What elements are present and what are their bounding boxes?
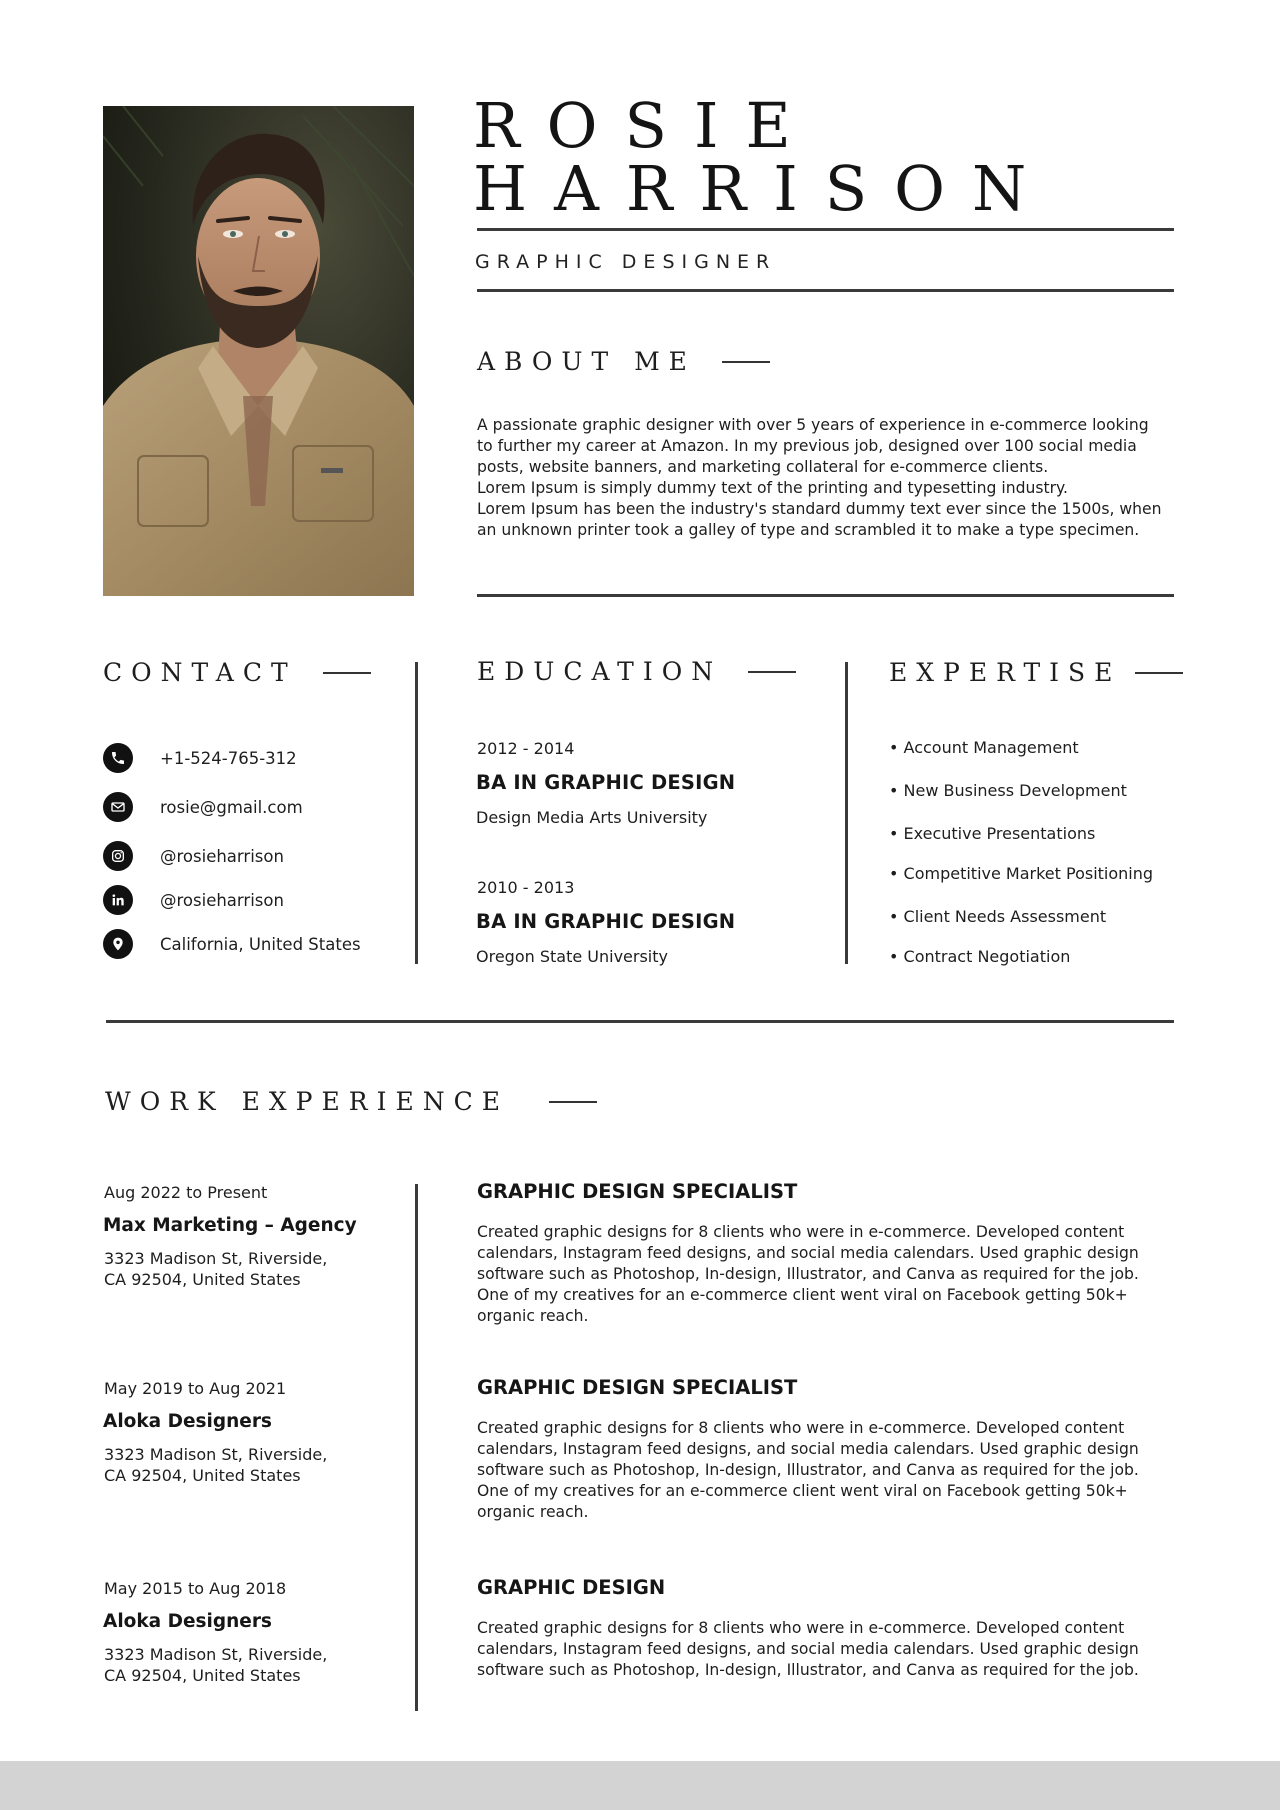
education-years: 2010 - 2013 xyxy=(477,878,575,897)
contact-linkedin-text: @rosieharrison xyxy=(160,890,284,910)
description-line: One of my creatives for an e-commerce client went viral on Facebook getting 50k+ xyxy=(477,1482,1128,1500)
title-dash xyxy=(1135,672,1183,674)
job-company: Aloka Designers xyxy=(103,1411,272,1432)
divider xyxy=(477,594,1174,597)
contact-title xyxy=(103,658,371,687)
expertise-item: • Client Needs Assessment xyxy=(889,907,1107,926)
contact-linkedin[interactable] xyxy=(103,885,284,915)
description-line: calendars, Instagram feed designs, and social media calendars. Used graphic design xyxy=(477,1640,1139,1658)
last-name: HARRISON xyxy=(473,152,1054,225)
job-address xyxy=(104,1644,364,1686)
education-degree: BA IN GRAPHIC DESIGN xyxy=(476,771,736,794)
address-line: 3323 Madison St, Riverside, xyxy=(104,1249,328,1268)
description-line: Created graphic designs for 8 clients who were in e-commerce. Developed content xyxy=(477,1619,1125,1637)
profile-photo xyxy=(103,106,414,596)
job-dates: Aug 2022 to Present xyxy=(104,1183,268,1202)
description-line: software such as Photoshop, In-design, Illustrator, and Canva as required for the job. xyxy=(477,1661,1139,1679)
address-line: 3323 Madison St, Riverside, xyxy=(104,1645,328,1664)
about-line: posts, website banners, and marketing collateral for e-commerce clients. xyxy=(477,458,1049,476)
location-pin-icon xyxy=(103,929,133,959)
job-title: GRAPHIC DESIGN xyxy=(477,1576,666,1599)
footer-band xyxy=(0,1761,1280,1810)
job-description xyxy=(477,1418,1177,1523)
job-address xyxy=(104,1444,364,1486)
address-line: 3323 Madison St, Riverside, xyxy=(104,1445,328,1464)
description-line: organic reach. xyxy=(477,1503,589,1521)
description-line: Created graphic designs for 8 clients who were in e-commerce. Developed content xyxy=(477,1419,1125,1437)
column-divider xyxy=(415,1184,418,1711)
job-address xyxy=(104,1248,364,1290)
education-years: 2012 - 2014 xyxy=(477,739,575,758)
expertise-title-text: EXPERTISE xyxy=(889,658,1122,687)
job-dates: May 2015 to Aug 2018 xyxy=(104,1579,287,1598)
column-divider xyxy=(845,662,848,964)
divider xyxy=(106,1020,1174,1023)
job-title: GRAPHIC DESIGN SPECIALIST xyxy=(477,1376,798,1399)
description-line: software such as Photoshop, In-design, Illustrator, and Canva as required for the job. xyxy=(477,1461,1139,1479)
job-dates: May 2019 to Aug 2021 xyxy=(104,1379,287,1398)
contact-phone-text: +1-524-765-312 xyxy=(160,748,297,768)
job-description xyxy=(477,1618,1177,1681)
education-title-text: EDUCATION xyxy=(477,657,723,686)
education-degree: BA IN GRAPHIC DESIGN xyxy=(476,910,736,933)
job-role: GRAPHIC DESIGNER xyxy=(475,251,777,273)
expertise-item: • Competitive Market Positioning xyxy=(889,864,1154,883)
expertise-item: • Account Management xyxy=(889,738,1079,757)
about-title xyxy=(477,347,770,376)
education-school: Design Media Arts University xyxy=(476,808,708,827)
description-line: Created graphic designs for 8 clients who were in e-commerce. Developed content xyxy=(477,1223,1125,1241)
description-line: One of my creatives for an e-commerce client went viral on Facebook getting 50k+ xyxy=(477,1286,1128,1304)
description-line: calendars, Instagram feed designs, and social media calendars. Used graphic design xyxy=(477,1244,1139,1262)
about-line: Lorem Ipsum has been the industry's standard dummy text ever since the 1500s, when xyxy=(477,500,1162,518)
title-dash xyxy=(722,361,770,363)
column-divider xyxy=(415,662,418,964)
linkedin-icon xyxy=(103,885,133,915)
expertise-title xyxy=(889,658,1183,687)
about-line: to further my career at Amazon. In my previous job, designed over 100 social media xyxy=(477,437,1137,455)
description-line: calendars, Instagram feed designs, and social media calendars. Used graphic design xyxy=(477,1440,1139,1458)
address-line: CA 92504, United States xyxy=(104,1666,301,1685)
about-title-text: ABOUT ME xyxy=(477,347,696,376)
divider xyxy=(477,289,1174,292)
work-title-text: WORK EXPERIENCE xyxy=(105,1087,509,1116)
job-title: GRAPHIC DESIGN SPECIALIST xyxy=(477,1180,798,1203)
about-line: an unknown printer took a galley of type and scrambled it to make a type specimen. xyxy=(477,521,1140,539)
about-line: Lorem Ipsum is simply dummy text of the printing and typesetting industry. xyxy=(477,479,1068,497)
contact-location[interactable] xyxy=(103,929,361,959)
address-line: CA 92504, United States xyxy=(104,1270,301,1289)
description-line: organic reach. xyxy=(477,1307,589,1325)
about-line: A passionate graphic designer with over 5 years of experience in e-commerce looking xyxy=(477,416,1149,434)
contact-instagram[interactable] xyxy=(103,841,284,871)
title-dash xyxy=(748,671,796,673)
title-dash xyxy=(323,672,371,674)
expertise-item: • Executive Presentations xyxy=(889,824,1096,843)
education-school: Oregon State University xyxy=(476,947,668,966)
contact-title-text: CONTACT xyxy=(103,658,297,687)
expertise-item: • New Business Development xyxy=(889,781,1127,800)
contact-instagram-text: @rosieharrison xyxy=(160,846,284,866)
mail-icon xyxy=(103,792,133,822)
contact-phone[interactable] xyxy=(103,743,297,773)
contact-location-text: California, United States xyxy=(160,934,361,954)
address-line: CA 92504, United States xyxy=(104,1466,301,1485)
first-name: ROSIE xyxy=(473,89,818,162)
contact-email-text: rosie@gmail.com xyxy=(160,797,303,817)
title-dash xyxy=(549,1101,597,1103)
contact-email[interactable] xyxy=(103,792,303,822)
phone-icon xyxy=(103,743,133,773)
instagram-icon xyxy=(103,841,133,871)
description-line: software such as Photoshop, In-design, Illustrator, and Canva as required for the job. xyxy=(477,1265,1139,1283)
job-company: Aloka Designers xyxy=(103,1611,272,1632)
work-title xyxy=(105,1087,597,1116)
job-company: Max Marketing – Agency xyxy=(103,1215,357,1236)
about-text xyxy=(477,415,1197,541)
divider xyxy=(477,228,1174,231)
expertise-item: • Contract Negotiation xyxy=(889,947,1071,966)
education-title xyxy=(477,657,796,686)
job-description xyxy=(477,1222,1177,1327)
